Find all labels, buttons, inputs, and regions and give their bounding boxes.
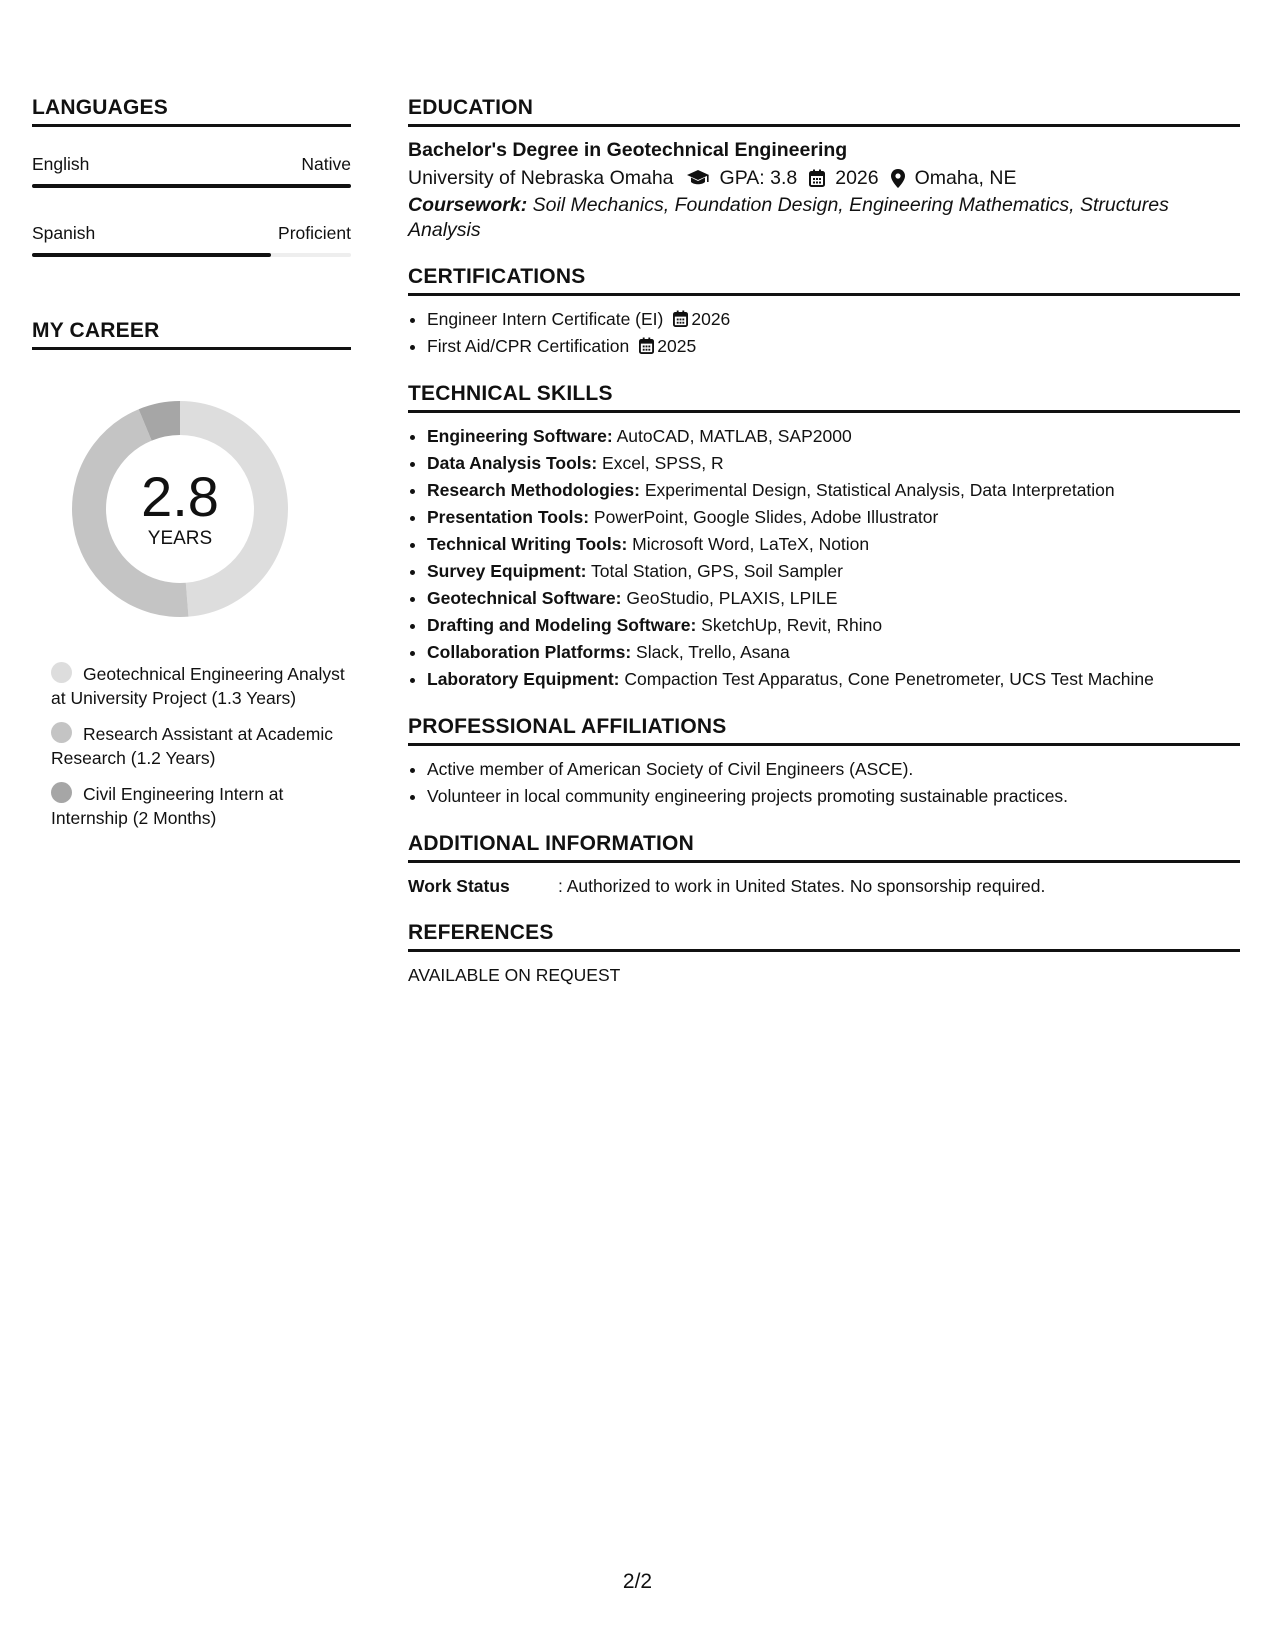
skill-values: Excel, SPSS, R	[597, 453, 724, 473]
languages-heading: LANGUAGES	[32, 96, 351, 127]
additional-info-section	[408, 832, 1240, 899]
legend-label: Research Assistant at Academic Research (1.2 Years)	[51, 724, 333, 768]
language-proficiency-bar	[32, 184, 351, 188]
skill-category: Drafting and Modeling Software:	[427, 615, 697, 635]
skill-values: GeoStudio, PLAXIS, LPILE	[621, 588, 838, 608]
skill-category: Engineering Software:	[427, 426, 613, 446]
skill-values: Microsoft Word, LaTeX, Notion	[627, 534, 870, 554]
skills-list	[408, 423, 1240, 693]
skill-category: Research Methodologies:	[427, 480, 640, 500]
legend-dot-icon	[51, 722, 72, 743]
gpa-value: GPA: 3.8	[719, 167, 798, 189]
school-location: Omaha, NE	[914, 167, 1017, 189]
coursework-label: Coursework:	[408, 194, 528, 216]
references-section	[408, 921, 1240, 988]
skill-category: Laboratory Equipment:	[427, 669, 620, 689]
list-item	[427, 531, 1240, 558]
language-name: Spanish	[32, 223, 96, 243]
career-total-years: 2.8	[141, 465, 219, 528]
legend-item	[51, 662, 351, 710]
list-item	[427, 450, 1240, 477]
list-item	[427, 612, 1240, 639]
right-column	[408, 96, 1240, 1010]
certification-name: Engineer Intern Certificate (EI)	[427, 309, 664, 329]
calendar-icon	[639, 337, 654, 354]
certifications-section	[408, 265, 1240, 360]
list-item: • Active member of American Society of Civil Engineers (ASCE).	[427, 756, 1240, 783]
career-donut-chart	[65, 394, 295, 624]
list-item	[427, 639, 1240, 666]
graduation-cap-icon	[686, 169, 710, 187]
skill-category: Data Analysis Tools:	[427, 453, 598, 473]
legend-item	[51, 782, 351, 830]
education-section	[408, 96, 1240, 243]
language-item-spanish	[32, 222, 351, 257]
language-proficiency-bar	[32, 253, 351, 257]
list-item	[427, 423, 1240, 450]
work-status-label: Work Status	[408, 876, 510, 896]
left-column	[32, 96, 351, 842]
technical-skills-section	[408, 382, 1240, 693]
legend-item	[51, 722, 351, 770]
skill-values: Slack, Trello, Asana	[631, 642, 790, 662]
legend-label: Civil Engineering Intern at Internship (2 Months)	[51, 784, 284, 828]
certifications-heading: CERTIFICATIONS	[408, 265, 1240, 296]
list-item	[427, 477, 1240, 504]
certification-year: 2025	[657, 336, 697, 356]
affiliations-list	[408, 756, 1240, 810]
donut-center-label	[65, 394, 295, 624]
language-level: Proficient	[278, 223, 351, 243]
skill-values: SketchUp, Revit, Rhino	[696, 615, 883, 635]
career-heading: MY CAREER	[32, 319, 351, 350]
calendar-icon	[673, 310, 688, 327]
calendar-icon	[809, 169, 825, 187]
school-name: University of Nebraska Omaha	[408, 167, 674, 189]
language-proficiency-fill	[32, 184, 351, 188]
list-item	[427, 306, 1240, 333]
technical-skills-heading: TECHNICAL SKILLS	[408, 382, 1240, 413]
references-text: AVAILABLE ON REQUEST	[408, 965, 621, 985]
skill-category: Geotechnical Software:	[427, 588, 622, 608]
certification-year: 2026	[691, 309, 731, 329]
degree-title: Bachelor's Degree in Geotechnical Engineering	[408, 139, 848, 161]
references-heading: REFERENCES	[408, 921, 1240, 952]
skill-values: AutoCAD, MATLAB, SAP2000	[612, 426, 852, 446]
language-level: Native	[301, 154, 351, 174]
education-heading: EDUCATION	[408, 96, 1240, 127]
certifications-list	[408, 306, 1240, 360]
education-details	[408, 163, 1240, 193]
skill-values: Compaction Test Apparatus, Cone Penetrometer, UCS Test Machine	[619, 669, 1154, 689]
list-item	[427, 333, 1240, 360]
legend-label: Geotechnical Engineering Analyst at University Project (1.3 Years)	[51, 664, 345, 708]
legend-dot-icon	[51, 662, 72, 683]
page-number: 2/2	[622, 1570, 653, 1593]
skill-values: Experimental Design, Statistical Analysis, Data Interpretation	[639, 480, 1115, 500]
coursework-list: Soil Mechanics, Foundation Design, Engineering Mathematics, Structures Analysis	[408, 194, 1169, 241]
affiliations-section	[408, 715, 1240, 810]
legend-dot-icon	[51, 782, 72, 803]
skill-category: Presentation Tools:	[427, 507, 590, 527]
graduation-year: 2026	[835, 167, 879, 189]
certification-name: First Aid/CPR Certification	[427, 336, 630, 356]
skill-values: PowerPoint, Google Slides, Adobe Illustrator	[589, 507, 939, 527]
language-proficiency-fill	[32, 253, 271, 257]
affiliations-heading: PROFESSIONAL AFFILIATIONS	[408, 715, 1240, 746]
skill-category: Technical Writing Tools:	[427, 534, 628, 554]
work-status-value: : Authorized to work in United States. No sponsorship required.	[558, 876, 1046, 896]
work-status-row	[408, 873, 1240, 899]
skill-category: Survey Equipment:	[427, 561, 587, 581]
skill-values: Total Station, GPS, Soil Sampler	[586, 561, 843, 581]
language-item-english	[32, 153, 351, 188]
skill-category: Collaboration Platforms:	[427, 642, 632, 662]
coursework	[408, 193, 1240, 243]
list-item	[427, 558, 1240, 585]
location-pin-icon	[891, 169, 905, 188]
career-legend	[51, 662, 351, 830]
list-item	[427, 585, 1240, 612]
additional-info-heading: ADDITIONAL INFORMATION	[408, 832, 1240, 863]
list-item	[427, 666, 1240, 693]
language-list	[32, 153, 351, 257]
language-name: English	[32, 154, 90, 174]
list-item	[427, 504, 1240, 531]
career-total-unit: YEARS	[147, 528, 213, 549]
list-item: • Volunteer in local community engineering projects promoting sustainable practices.	[427, 783, 1240, 810]
